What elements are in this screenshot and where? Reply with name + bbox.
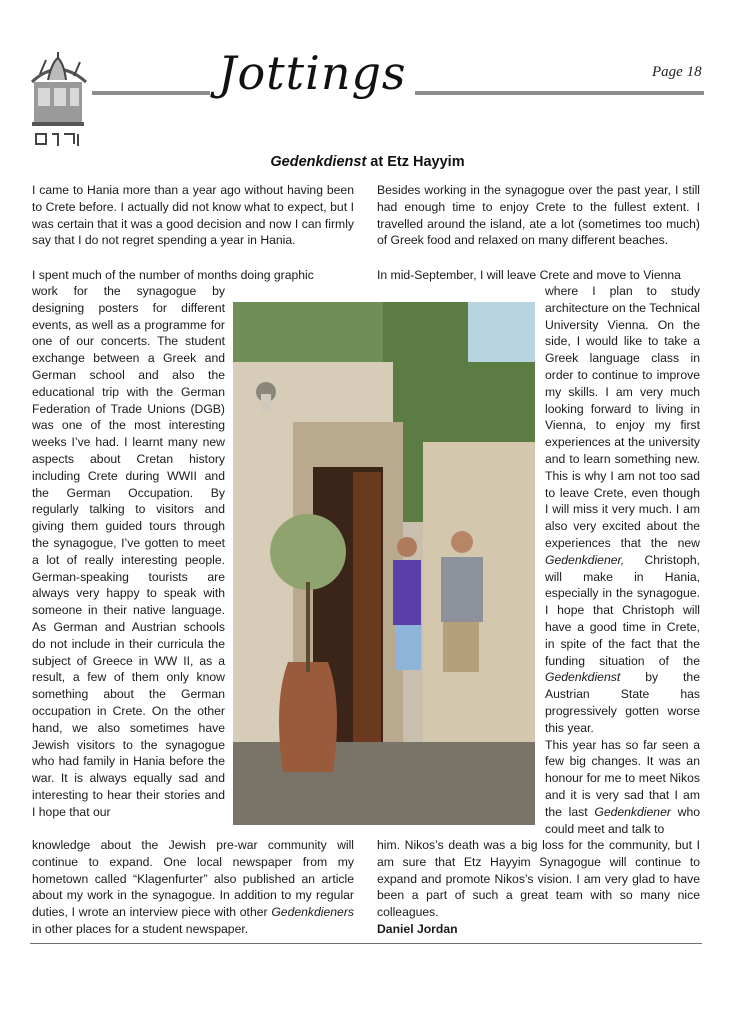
synagogue-logo-icon [28, 52, 90, 148]
right-paragraph-3-narrow: This year has so far seen a few big changes. It was an honour for me to meet Nikos and it is very sad that I am the last Gedenkdiener who could meet and talk to [545, 737, 700, 836]
footer-rule [30, 943, 702, 944]
right-paragraph-2-narrow: where I plan to study architecture on the Technical University Vienna. On the side, I would like to take a Greek language class in order to continue to improve my skills. I am very much looking forward to living in Vienna, to enjoy my first experiences at the university and to learn something new. This is why I am not too sad to leave Crete, even though I will miss it very much. I am also very excited about the experiences that the new Gedenkdiener, Christoph, will make in Hania, especially in the synagogue. I hope that Christoph will have a good time in Crete, in spite of the fact that the funding situation of the Gedenkdienst by the Austrian State has progressively gotten worse this year. [545, 284, 700, 735]
right-paragraph-2-start: In mid-September, I will leave Crete and move to Vienna [377, 268, 681, 282]
left-paragraph-2-end: knowledge about the Jewish pre-war community will continue to expand. One local newspaper from my hometown called “Klagenfurter” also published an article about my work in the synagogue. In addition to my regular duties, I wrote an interview piece with other Gedenkdieners in other places for a student newspaper. [32, 838, 354, 936]
left-column-top [32, 182, 354, 249]
left-column-bottom [32, 837, 354, 938]
left-paragraph-2-narrow: work for the synagogue by designing posters for different events, as well as a programme for one of our concerts. The student exchange between a Greek and German school and also the educational trip with the German Federation of Trade Unions (DGB) was one of the most interesting weeks I’ve had. I learnt many new aspects about Cretan history including Crete during WWII and the German Occupation. By regularly talking to visitors and giving them guided tours through the synagogue, I’ve gotten to meet a lot of really interesting people. German-speaking tourists are always very happy to speak with someone in their native language. As German and Austrian schools do not include in their curricula the subject of Greece in WW II, as a result, a few of them only know something about the German occupation in Crete. On the other hand, we also sometimes have Jewish visitors to the synagogue who had family in Hania before the war. It is always equally sad and interesting to hear their stories and I hope that our [32, 284, 225, 819]
right-column-bottom [377, 837, 700, 938]
article-title-em: Gedenkdienst [270, 154, 367, 170]
author-signature: Daniel Jordan [377, 921, 458, 936]
masthead: Jottings [210, 44, 415, 102]
left-paragraph-1: I came to Hania more than a year ago without having been to Crete before. I actually did not know what to expect, but I was certain that it was a good decision and now I can firmly say that I do not regret spending a year in Hania. [32, 183, 354, 248]
left-paragraph-2-start: I spent much of the number of months doing graphic [32, 268, 314, 282]
gedenkdieners-em: Gedenkdieners [271, 905, 354, 920]
article-title-rest: at Etz Hayyim [366, 154, 465, 170]
page-header [0, 0, 735, 150]
right-paragraph-3-end: him. Nikos’s death was a big loss for the community, but I am sure that Etz Hayyim Synagogue will continue to expand and promote Nikos’s vision. I am very glad to have been a part of such a great team with so many nice colleagues. [377, 838, 700, 920]
article-title [0, 154, 735, 170]
right-paragraph-1: Besides working in the synagogue over the past year, I still had enough time to enjoy Crete to the fullest extent. I travelled around the island, ate a lot (sometimes too much) of Greek food and relaxed on many different beaches. [377, 183, 700, 248]
right-column-top [377, 182, 700, 249]
synagogue-entrance-photo [233, 302, 535, 825]
left-column-narrow [32, 283, 225, 821]
right-column-narrow [545, 283, 700, 837]
page-number: Page 18 [652, 64, 702, 80]
